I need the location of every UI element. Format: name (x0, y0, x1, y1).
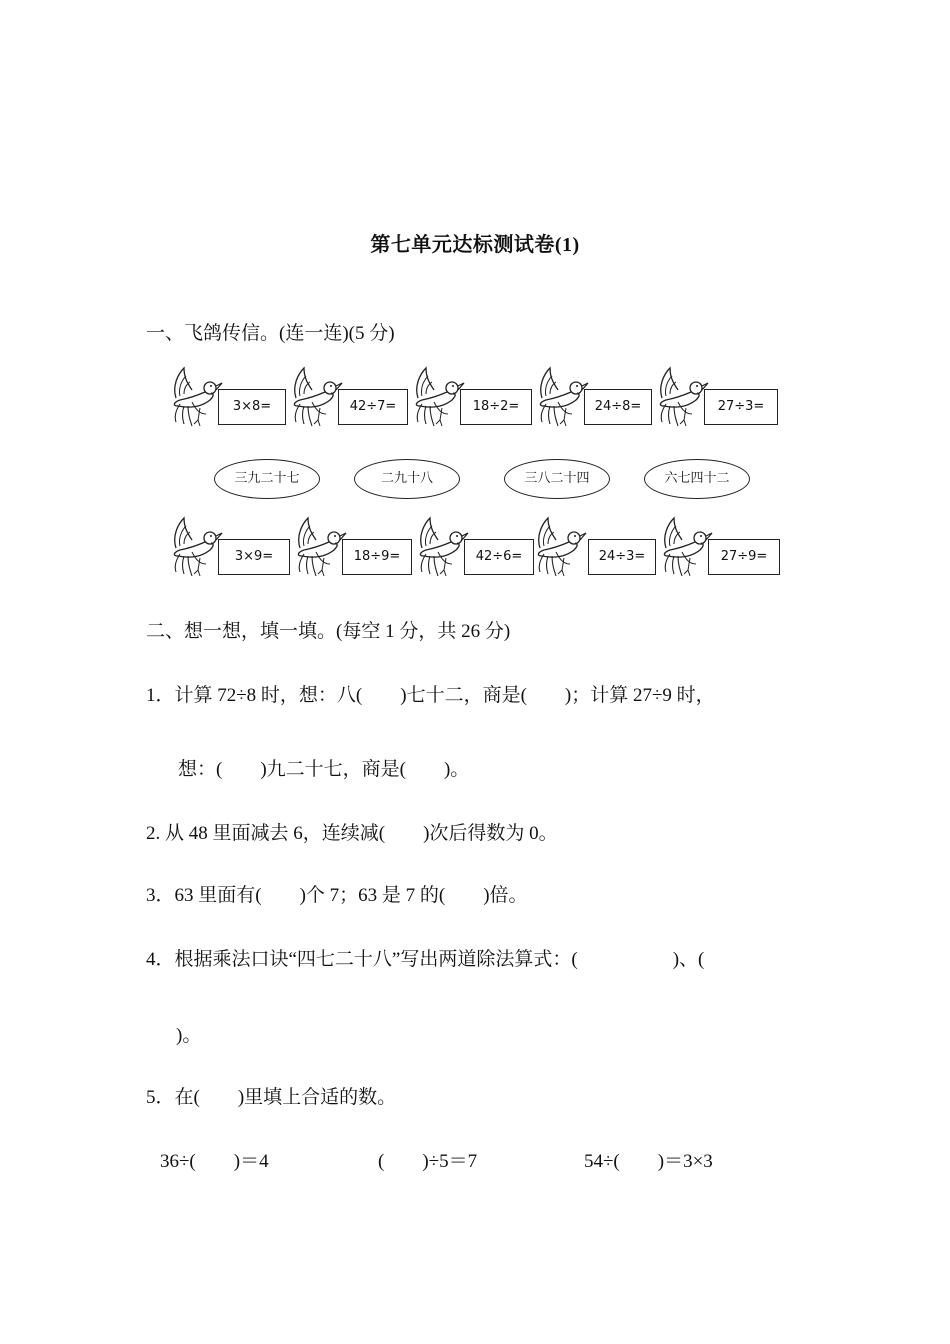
question-3: 3．63 里面有( )个 7；63 是 7 的( )倍。 (146, 885, 528, 906)
bottom-card-3[interactable]: 42÷6= (464, 539, 534, 575)
bottom-card-4[interactable]: 24÷3= (588, 539, 656, 575)
question-4-line-1: 4．根据乘法口诀“四七二十八”写出两道除法算式：( )、( (146, 949, 705, 970)
top-card-2[interactable]: 42÷7= (338, 389, 408, 425)
question-4-line-2: )。 (176, 1025, 202, 1046)
bottom-card-1[interactable]: 3×9= (218, 539, 290, 575)
oval-2[interactable]: 二九十八 (354, 459, 460, 499)
dove-icon (534, 514, 592, 584)
section1-heading: 一、飞鸽传信。(连一连)(5 分) (146, 323, 395, 344)
question-1-line-1: 1．计算 72÷8 时，想：八( )七十二，商是( )；计算 27÷9 时， (146, 685, 715, 706)
oval-1[interactable]: 三九二十七 (214, 459, 320, 499)
top-card-5[interactable]: 27÷3= (704, 389, 778, 425)
question-5-equation-1: 36÷( )＝4 (160, 1151, 269, 1172)
question-1-line-2: 想：( )九二十七，商是( )。 (178, 759, 470, 780)
question-5: 5．在( )里填上合适的数。 (146, 1087, 397, 1108)
bottom-card-2[interactable]: 18÷9= (342, 539, 412, 575)
top-card-4[interactable]: 24÷8= (584, 389, 652, 425)
oval-4[interactable]: 六七四十二 (644, 459, 750, 499)
section2-heading: 二、想一想，填一填。(每空 1 分，共 26 分) (146, 621, 511, 642)
page-title: 第七单元达标测试卷(1) (370, 234, 580, 256)
top-card-1[interactable]: 3×8= (218, 389, 286, 425)
top-card-3[interactable]: 18÷2= (460, 389, 532, 425)
question-5-equation-3: 54÷( )＝3×3 (584, 1151, 713, 1172)
question-2: 2. 从 48 里面减去 6，连续减( )次后得数为 0。 (146, 823, 558, 844)
oval-3[interactable]: 三八二十四 (504, 459, 610, 499)
bottom-card-5[interactable]: 27÷9= (708, 539, 780, 575)
question-5-equation-2: ( )÷5＝7 (378, 1151, 478, 1172)
